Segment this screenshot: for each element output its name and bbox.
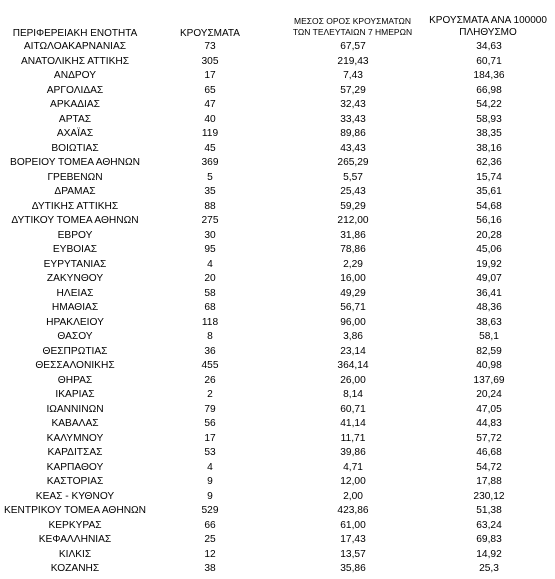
cell-per-100000: 38,35: [476, 128, 502, 139]
cell-region: ΚΕΦΑΛΛΗΝΙΑΣ: [38, 534, 112, 545]
cell-cases: 9: [207, 476, 213, 487]
cell-region: ΑΡΓΟΛΙΔΑΣ: [46, 84, 104, 96]
cell-per-100000: 137,69: [473, 374, 505, 386]
cell-seven-day-average: 219,43: [337, 55, 369, 67]
cell-per-100000: 184,36: [473, 70, 505, 81]
cell-per-100000: 63,24: [476, 519, 502, 531]
cell-region: ΕΒΡΟΥ: [57, 229, 93, 241]
cell-seven-day-average: 17,43: [340, 534, 366, 545]
cell-per-100000: 44,83: [476, 418, 502, 429]
table-row: [0, 185, 555, 200]
table-row: [0, 533, 555, 548]
cell-region: ΕΥΡΥΤΑΝΙΑΣ: [43, 258, 107, 270]
cell-per-100000: 40,98: [476, 360, 502, 371]
cell-per-100000: 19,92: [476, 258, 502, 270]
cell-per-100000: 20,24: [476, 389, 502, 400]
table-row: [0, 417, 555, 432]
cell-per-100000: 35,61: [476, 186, 502, 197]
cell-seven-day-average: 8,14: [343, 389, 363, 400]
cell-region: ΚΑΛΥΜΝΟΥ: [46, 432, 104, 444]
cell-seven-day-average: 2,29: [343, 258, 363, 270]
table-row: [0, 461, 555, 476]
table-row: [0, 475, 555, 490]
table-row: [0, 272, 555, 287]
cell-region: ΑΧΑΪΑΣ: [56, 128, 94, 139]
cell-per-100000: 38,63: [476, 316, 502, 328]
cell-cases: 8: [207, 331, 213, 342]
header-per-line2: ΠΛΗΘΥΣΜΟ: [459, 26, 517, 38]
cell-cases: 30: [204, 229, 216, 241]
cell-seven-day-average: 23,14: [340, 345, 366, 357]
cell-per-100000: 82,59: [476, 345, 502, 357]
cell-seven-day-average: 5,57: [343, 171, 363, 183]
cell-per-100000: 17,88: [476, 476, 502, 487]
cell-seven-day-average: 4,71: [343, 461, 363, 473]
cell-per-100000: 69,83: [476, 534, 502, 545]
table-header: [0, 10, 555, 40]
cell-seven-day-average: 7,43: [343, 70, 363, 81]
cell-cases: 4: [207, 258, 213, 270]
table-row: [0, 156, 555, 171]
cell-cases: 12: [204, 548, 216, 560]
cell-per-100000: 47,05: [476, 403, 502, 415]
cell-cases: 53: [204, 447, 216, 458]
cell-region: ΔΥΤΙΚΟΥ ΤΟΜΕΑ ΑΘΗΝΩΝ: [11, 215, 139, 226]
cell-seven-day-average: 43,43: [340, 142, 366, 154]
header-cases: ΚΡΟΥΣΜΑΤΑ: [180, 28, 240, 39]
cell-cases: 88: [204, 200, 216, 212]
cell-per-100000: 58,93: [476, 113, 502, 125]
cell-cases: 529: [201, 505, 219, 516]
cell-region: ΘΕΣΣΑΛΟΝΙΚΗΣ: [35, 360, 115, 371]
cell-region: ΚΑΣΤΟΡΙΑΣ: [46, 476, 104, 487]
cell-cases: 56: [204, 418, 216, 429]
cell-seven-day-average: 26,00: [340, 374, 366, 386]
cell-cases: 119: [201, 128, 219, 139]
cell-cases: 66: [204, 519, 216, 531]
cell-per-100000: 54,22: [476, 99, 502, 110]
table-row: [0, 55, 555, 70]
cell-cases: 26: [204, 374, 216, 386]
table-row: [0, 200, 555, 215]
table-row: [0, 69, 555, 84]
cell-region: ΚΑΒΑΛΑΣ: [51, 418, 99, 429]
cell-per-100000: 45,06: [476, 244, 502, 255]
cell-region: ΑΝΑΤΟΛΙΚΗΣ ΑΤΤΙΚΗΣ: [20, 55, 130, 67]
cell-cases: 17: [204, 432, 216, 444]
header-per-100000: [418, 15, 555, 38]
table-row: [0, 388, 555, 403]
table-row: [0, 446, 555, 461]
cell-per-100000: 36,41: [476, 287, 502, 299]
table-row: [0, 519, 555, 534]
header-per-line1: ΚΡΟΥΣΜΑΤΑ ΑΝΑ 100000: [429, 15, 547, 26]
cell-cases: 35: [204, 186, 216, 197]
cell-seven-day-average: 364,14: [337, 360, 369, 371]
cell-per-100000: 56,16: [476, 215, 502, 226]
cell-seven-day-average: 2,00: [343, 490, 363, 502]
header-region: ΠΕΡΙΦΕΡΕΙΑΚΗ ΕΝΟΤΗΤΑ: [12, 28, 138, 39]
table-row: [0, 243, 555, 258]
cell-region: ΗΡΑΚΛΕΙΟΥ: [46, 316, 104, 328]
cell-cases: 47: [204, 99, 216, 110]
cell-seven-day-average: 41,14: [340, 418, 366, 429]
cell-region: ΚΑΡΔΙΤΣΑΣ: [47, 447, 103, 458]
cell-region: ΖΑΚΥΝΘΟΥ: [46, 273, 104, 284]
cell-per-100000: 46,68: [476, 447, 502, 458]
cell-seven-day-average: 3,86: [343, 331, 363, 342]
cell-region: ΔΥΤΙΚΗΣ ΑΤΤΙΚΗΣ: [31, 200, 119, 212]
cell-per-100000: 25,3: [479, 563, 499, 574]
table-row: [0, 403, 555, 418]
table-row: [0, 98, 555, 113]
cell-per-100000: 34,63: [476, 41, 502, 52]
cell-seven-day-average: 33,43: [340, 113, 366, 125]
cell-region: ΔΡΑΜΑΣ: [54, 186, 96, 197]
cell-region: ΗΛΕΙΑΣ: [56, 287, 94, 299]
cell-seven-day-average: 39,86: [340, 447, 366, 458]
cell-cases: 36: [204, 345, 216, 357]
table-row: [0, 548, 555, 563]
header-avg-line1: ΜΕΣΟΣ ΟΡΟΣ ΚΡΟΥΣΜΑΤΩΝ: [294, 16, 411, 26]
table-row: [0, 359, 555, 374]
cell-cases: 65: [204, 84, 216, 96]
cell-seven-day-average: 423,86: [337, 505, 369, 516]
cell-cases: 369: [201, 157, 219, 168]
table-row: [0, 345, 555, 360]
table-row: [0, 504, 555, 519]
cell-seven-day-average: 13,57: [340, 548, 366, 560]
table-row: [0, 562, 555, 577]
cell-per-100000: 57,72: [476, 432, 502, 444]
cell-per-100000: 60,71: [476, 55, 502, 67]
cell-cases: 68: [204, 302, 216, 313]
cell-cases: 95: [204, 244, 216, 255]
cell-seven-day-average: 59,29: [340, 200, 366, 212]
table-row: [0, 432, 555, 447]
cell-region: ΚΑΡΠΑΘΟΥ: [46, 461, 104, 473]
table-row: [0, 301, 555, 316]
cell-per-100000: 48,36: [476, 302, 502, 313]
cell-region: ΗΜΑΘΙΑΣ: [51, 302, 99, 313]
cell-cases: 45: [204, 142, 216, 154]
cell-seven-day-average: 60,71: [340, 403, 366, 415]
cell-per-100000: 58,1: [479, 331, 499, 342]
table-row: [0, 490, 555, 505]
table-row: [0, 40, 555, 55]
cell-seven-day-average: 49,29: [340, 287, 366, 299]
cell-cases: 5: [207, 171, 213, 183]
table-row: [0, 214, 555, 229]
cell-seven-day-average: 25,43: [340, 186, 366, 197]
cell-seven-day-average: 31,86: [340, 229, 366, 241]
cell-cases: 4: [207, 461, 213, 473]
cell-cases: 118: [201, 316, 219, 328]
cell-region: ΚΙΛΚΙΣ: [58, 548, 92, 560]
cell-region: ΚΕΝΤΡΙΚΟΥ ΤΟΜΕΑ ΑΘΗΝΩΝ: [3, 505, 147, 516]
cell-region: ΒΟΙΩΤΙΑΣ: [51, 142, 99, 154]
cell-per-100000: 51,38: [476, 505, 502, 516]
cell-region: ΑΡΤΑΣ: [58, 113, 92, 125]
cell-cases: 455: [201, 360, 219, 371]
cell-cases: 275: [201, 215, 219, 226]
cell-cases: 40: [204, 113, 216, 125]
cell-seven-day-average: 35,86: [340, 563, 366, 574]
cell-region: ΕΥΒΟΙΑΣ: [52, 244, 98, 255]
cell-cases: 73: [204, 41, 216, 52]
cell-cases: 9: [207, 490, 213, 502]
cell-cases: 25: [204, 534, 216, 545]
cell-cases: 38: [204, 563, 216, 574]
cell-seven-day-average: 16,00: [340, 273, 366, 284]
cell-region: ΘΗΡΑΣ: [57, 374, 93, 386]
cell-per-100000: 54,68: [476, 200, 502, 212]
cell-seven-day-average: 11,71: [340, 432, 366, 444]
cell-per-100000: 62,36: [476, 157, 502, 168]
cell-region: ΚΟΖΑΝΗΣ: [50, 563, 100, 574]
cell-cases: 305: [201, 55, 219, 67]
table-row: [0, 330, 555, 345]
cell-per-100000: 54,72: [476, 461, 502, 473]
cell-region: ΙΩΑΝΝΙΝΩΝ: [46, 403, 104, 415]
table-row: [0, 316, 555, 331]
cell-per-100000: 38,16: [476, 142, 502, 154]
table-row: [0, 171, 555, 186]
cell-seven-day-average: 67,57: [340, 41, 366, 52]
cell-per-100000: 15,74: [476, 171, 502, 183]
cell-per-100000: 14,92: [476, 548, 502, 560]
cell-region: ΑΙΤΩΛΟΑΚΑΡΝΑΝΙΑΣ: [23, 41, 127, 52]
cell-seven-day-average: 78,86: [340, 244, 366, 255]
cell-cases: 79: [204, 403, 216, 415]
cell-region: ΘΑΣΟΥ: [57, 331, 93, 342]
cell-seven-day-average: 61,00: [340, 519, 366, 531]
table-row: [0, 142, 555, 157]
cell-cases: 58: [204, 287, 216, 299]
cell-region: ΓΡΕΒΕΝΩΝ: [47, 171, 103, 183]
cell-region: ΚΕΡΚΥΡΑΣ: [48, 519, 102, 531]
cell-cases: 20: [204, 273, 216, 284]
cell-region: ΑΡΚΑΔΙΑΣ: [50, 99, 100, 110]
cell-per-100000: 230,12: [473, 490, 505, 502]
cell-per-100000: 20,28: [476, 229, 502, 241]
cell-cases: 2: [207, 389, 213, 400]
table-row: [0, 374, 555, 389]
cell-seven-day-average: 32,43: [340, 99, 366, 110]
header-avg-line2: ΤΩΝ ΤΕΛΕΥΤΑΙΩΝ 7 ΗΜΕΡΩΝ: [292, 26, 413, 37]
cell-region: ΘΕΣΠΡΩΤΙΑΣ: [42, 345, 108, 357]
cell-seven-day-average: 96,00: [340, 316, 366, 328]
table-row: [0, 258, 555, 273]
cell-per-100000: 49,07: [476, 273, 502, 284]
cell-seven-day-average: 89,86: [340, 128, 366, 139]
cell-region: ΙΚΑΡΙΑΣ: [55, 389, 95, 400]
cell-cases: 17: [204, 70, 216, 81]
cell-seven-day-average: 12,00: [340, 476, 366, 487]
cell-seven-day-average: 212,00: [337, 215, 369, 226]
cell-seven-day-average: 57,29: [340, 84, 366, 96]
table-body: [0, 40, 555, 577]
cell-seven-day-average: 265,29: [337, 157, 369, 168]
cell-seven-day-average: 56,71: [340, 302, 366, 313]
cell-per-100000: 66,98: [476, 84, 502, 96]
header-seven-day-average: [285, 16, 420, 37]
table-row: [0, 127, 555, 142]
cell-region: ΑΝΔΡΟΥ: [53, 70, 97, 81]
table-row: [0, 113, 555, 128]
cell-region: ΚΕΑΣ - ΚΥΘΝΟΥ: [35, 490, 115, 502]
table-row: [0, 287, 555, 302]
table-row: [0, 229, 555, 244]
cell-region: ΒΟΡΕΙΟΥ ΤΟΜΕΑ ΑΘΗΝΩΝ: [10, 157, 140, 168]
table-row: [0, 84, 555, 99]
